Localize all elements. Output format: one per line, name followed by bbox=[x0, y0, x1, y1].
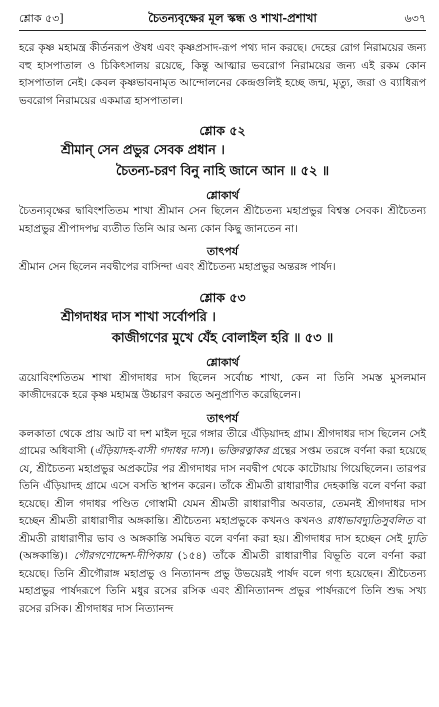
purport-text: (১৫৪) তাঁকে শ্রীমতী রাধারাণীর বিভূতি বলে বর্ণনা করা হয়েছে। তিনি শ্রীগৌরাঙ্গ মহাপ্রভু ও নিত্যানন্দ প্রভু উভয়েরই পার্ষদ বলে গণ্য হয়েছেন। শ্রীচৈতন্য মহাপ্রভুর পার্ষদরূপে তিনি মধুর রসের রসিক এবং শ্রীনিত্যানন্দ প্রভুর পার্ষদরূপে তিনি শুদ্ধ সখ্য রসের রসিক। শ্রীগদাধর দাস নিত্যানন্দ bbox=[19, 550, 426, 615]
chapter-title: চৈতন্যবৃক্ষের মূল স্কন্ধ ও শাখা-প্রশাখা bbox=[148, 11, 317, 25]
verse-52-line-1: শ্রীমান্ সেন প্রভুর সেবক প্রধান । bbox=[61, 143, 225, 158]
page-body bbox=[19, 40, 426, 618]
verse-52-translation-heading: শ্লোকার্থ bbox=[206, 189, 239, 202]
purport-text: বা শ্রীমতী রাধারাণীর ভাব ও অঙ্গকান্তি সমন্বিত বলে বর্ণনা করা হয়। শ্রীগদাধর দাস হচ্ছেন সেই bbox=[19, 515, 427, 545]
purport-text: (অঙ্গকান্তি)। bbox=[19, 550, 75, 562]
verse-53-translation: ত্রয়োবিংশতিতম শাখা শ্রীগদাধর দাস ছিলেন সর্বোচ্চ শাখা, কেন না তিনি সমস্ত মুসলমান কাজীদেরকে হরে কৃষ্ণ মহামন্ত্র উচ্চারণ করতে অনুপ্রাণিত করেছিলেন। bbox=[19, 371, 426, 401]
purport-text: গ্রন্থের সপ্তম তরঙ্গে বর্ণনা করা হয়েছে যে, শ্রীচৈতন্য মহাপ্রভুর অপ্রকটের পর শ্রীগদাধর দাস নবদ্বীপ থেকে কাটোয়ায় গিয়েছিলেন। তারপর তিনি এঁড়িয়াদহ গ্রামে এসে বসতি স্থাপন করেন। তাঁকে শ্রীমতী রাধারাণীর দেহকান্তি বলে বর্ণনা করা হয়েছে। শ্রীল গদাধর পণ্ডিত গোস্বামী যেমন শ্রীমতী রাধারাণীর অবতার, তেমনই শ্রীগদাধর দাস হচ্ছেন শ্রীমতী রাধারাণীর অঙ্গকান্তি। শ্রীচৈতন্য মহাপ্রভুকে কখনও কখনও bbox=[19, 445, 426, 527]
book-title-italic: ভক্তিরত্নাকর bbox=[217, 445, 269, 457]
purport-text: কলকাতা থেকে প্রায় আট বা দশ মাইল দূরে গঙ্গার তীরে এঁড়িয়াদহ গ্রাম। শ্রীগদাধর দাস ছিলেন সেই গ্রামের অধিবাসী ( bbox=[19, 427, 426, 457]
page-number: ৬৩৭ bbox=[404, 12, 426, 25]
italic-phrase: দ্যুতি bbox=[406, 532, 426, 545]
running-header bbox=[19, 4, 426, 28]
verse-52-line-2: চৈতন্য-চরণ বিনু নাহি জানে আন ॥ ৫২ ॥ bbox=[116, 164, 329, 179]
verse-53-line-2: কাজীগণের মুখে যেঁহ বোলাইল হরি ॥ ৫৩ ॥ bbox=[111, 330, 334, 346]
verse-53-heading: শ্লোক ৫৩ bbox=[199, 289, 246, 305]
verse-reference: শ্লোক ৫৩] bbox=[19, 12, 64, 25]
purport-text: )। bbox=[205, 445, 218, 457]
verse-52-purport-heading: তাৎপর্য bbox=[206, 245, 239, 258]
verse-52-heading: শ্লোক ৫২ bbox=[199, 123, 246, 138]
verse-53-translation-heading: শ্লোকার্থ bbox=[206, 355, 239, 369]
italic-phrase: এঁড়িয়াদহ-বাসী গদাধর দাস bbox=[94, 445, 206, 457]
verse-52-purport: শ্রীমান সেন ছিলেন নবদ্বীপের বাসিন্দা এবং শ্রীচৈতন্য মহাপ্রভুর অন্তরঙ্গ পার্ষদ। bbox=[19, 261, 336, 273]
verse-53-purport bbox=[19, 426, 426, 619]
intro-paragraph: হরে কৃষ্ণ মহামন্ত্র কীর্তনরূপ ঔষধ এবং কৃষ্ণপ্রসাদ-রূপ পথ্য দান করছে। দেহের রোগ নিরাময়ের জন্য বহু হাসপাতাল ও চিকিৎসালয় রয়েছে, কিন্তু আত্মার ভবরোগ নিরাময়ের জন্য এই রকম কোন হাসপাতাল নেই। কেবল কৃষ্ণভাবনামৃত আন্দোলনের কেন্দ্রগুলিই হচ্ছে জন্ম, মৃত্যু, জরা ও ব্যাধিরূপ ভবরোগ নিরাময়ের একমাত্র হাসপাতাল। bbox=[19, 42, 426, 107]
verse-52-translation: চৈতন্যবৃক্ষের দ্বাবিংশতিতম শাখা শ্রীমান সেন ছিলেন শ্রীচৈতন্য মহাপ্রভুর বিশ্বস্ত সেবক। শ্রীচৈতন্য মহাপ্রভুর শ্রীপাদপদ্ম ব্যতীত তিনি আর অন্য কোন কিছু জানতেন না। bbox=[19, 205, 426, 235]
book-title-italic: গৌরগণোদ্দেশ-দীপিকায় bbox=[74, 550, 172, 562]
verse-53-line-1: শ্রীগদাধর দাস শাখা সর্বোপরি । bbox=[61, 309, 216, 325]
verse-53-purport-heading: তাৎপর্য bbox=[206, 411, 239, 425]
header-divider bbox=[19, 30, 426, 31]
italic-phrase: রাধাভাবদ্যুতিসুবলিত bbox=[327, 515, 413, 527]
